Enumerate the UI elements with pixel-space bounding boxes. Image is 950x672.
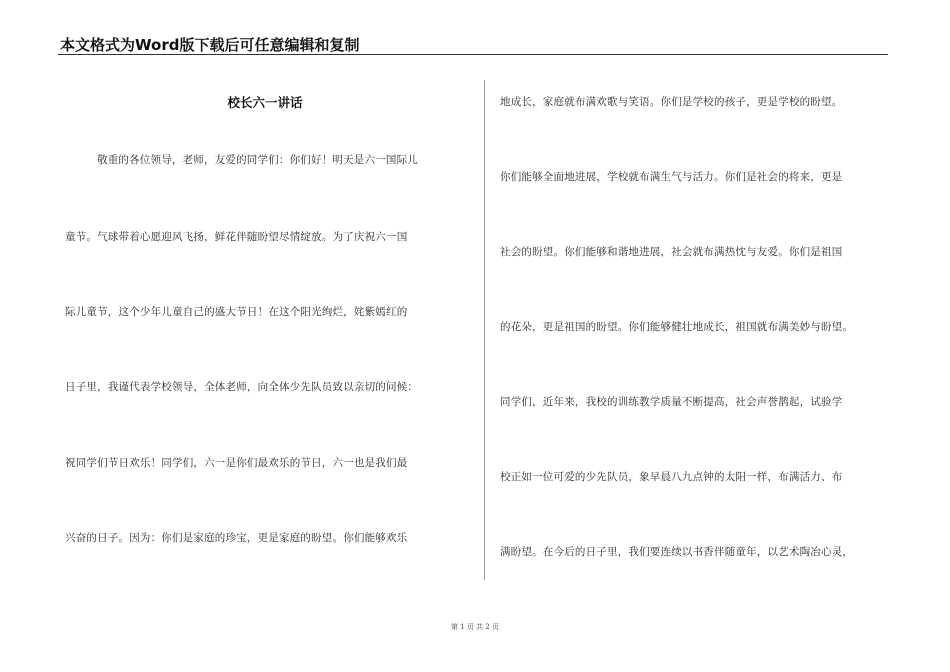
body-line: 的花朵，更是祖国的盼望。你们能够健壮地成长，祖国就布满美妙与盼望。 [500,321,854,333]
body-line: 日子里，我谨代表学校领导，全体老师，向全体少先队员致以亲切的问候： [65,381,419,393]
body-line: 际儿童节，这个少年儿童自己的盛大节日！在这个阳光绚烂，姹紫嫣红的 [65,306,408,318]
document-title: 校长六一讲话 [227,95,303,110]
header-rule [58,54,888,55]
column-divider [484,80,485,580]
body-line: 你们能够全面地进展，学校就布满生气与活力。你们是社会的将来，更是 [500,171,843,183]
body-line: 满盼望。在今后的日子里，我们要连续以书香伴随童年，以艺术陶冶心灵， [500,546,854,558]
page-number: 第 1 页 共 2 页 [450,623,500,631]
body-line: 社会的盼望。你们能够和谐地进展，社会就布满热忱与友爱。你们是祖国 [500,246,843,258]
body-line: 童节。气球带着心愿迎风飞扬，鲜花伴随盼望尽情绽放。为了庆祝六一国 [65,231,408,243]
body-line: 祝同学们节日欢乐！同学们，六一是你们最欢乐的节日，六一也是我们最 [65,457,408,469]
body-line: 地成长，家庭就布满欢歌与笑语。你们是学校的孩子，更是学校的盼望。 [500,96,843,108]
body-line: 敬重的各位领导，老师，友爱的同学们：你们好！明天是六一国际儿 [97,154,418,166]
body-line: 同学们，近年来，我校的训练教学质量不断提高，社会声誉鹊起，试验学 [500,396,843,408]
body-line: 兴奋的日子。因为：你们是家庭的珍宝，更是家庭的盼望。你们能够欢乐 [65,532,408,544]
document-header: 本文格式为Word版下载后可任意编辑和复制 [60,36,360,54]
body-line: 校正如一位可爱的少先队员，象早晨八九点钟的太阳一样，布满活力、布 [500,471,843,483]
